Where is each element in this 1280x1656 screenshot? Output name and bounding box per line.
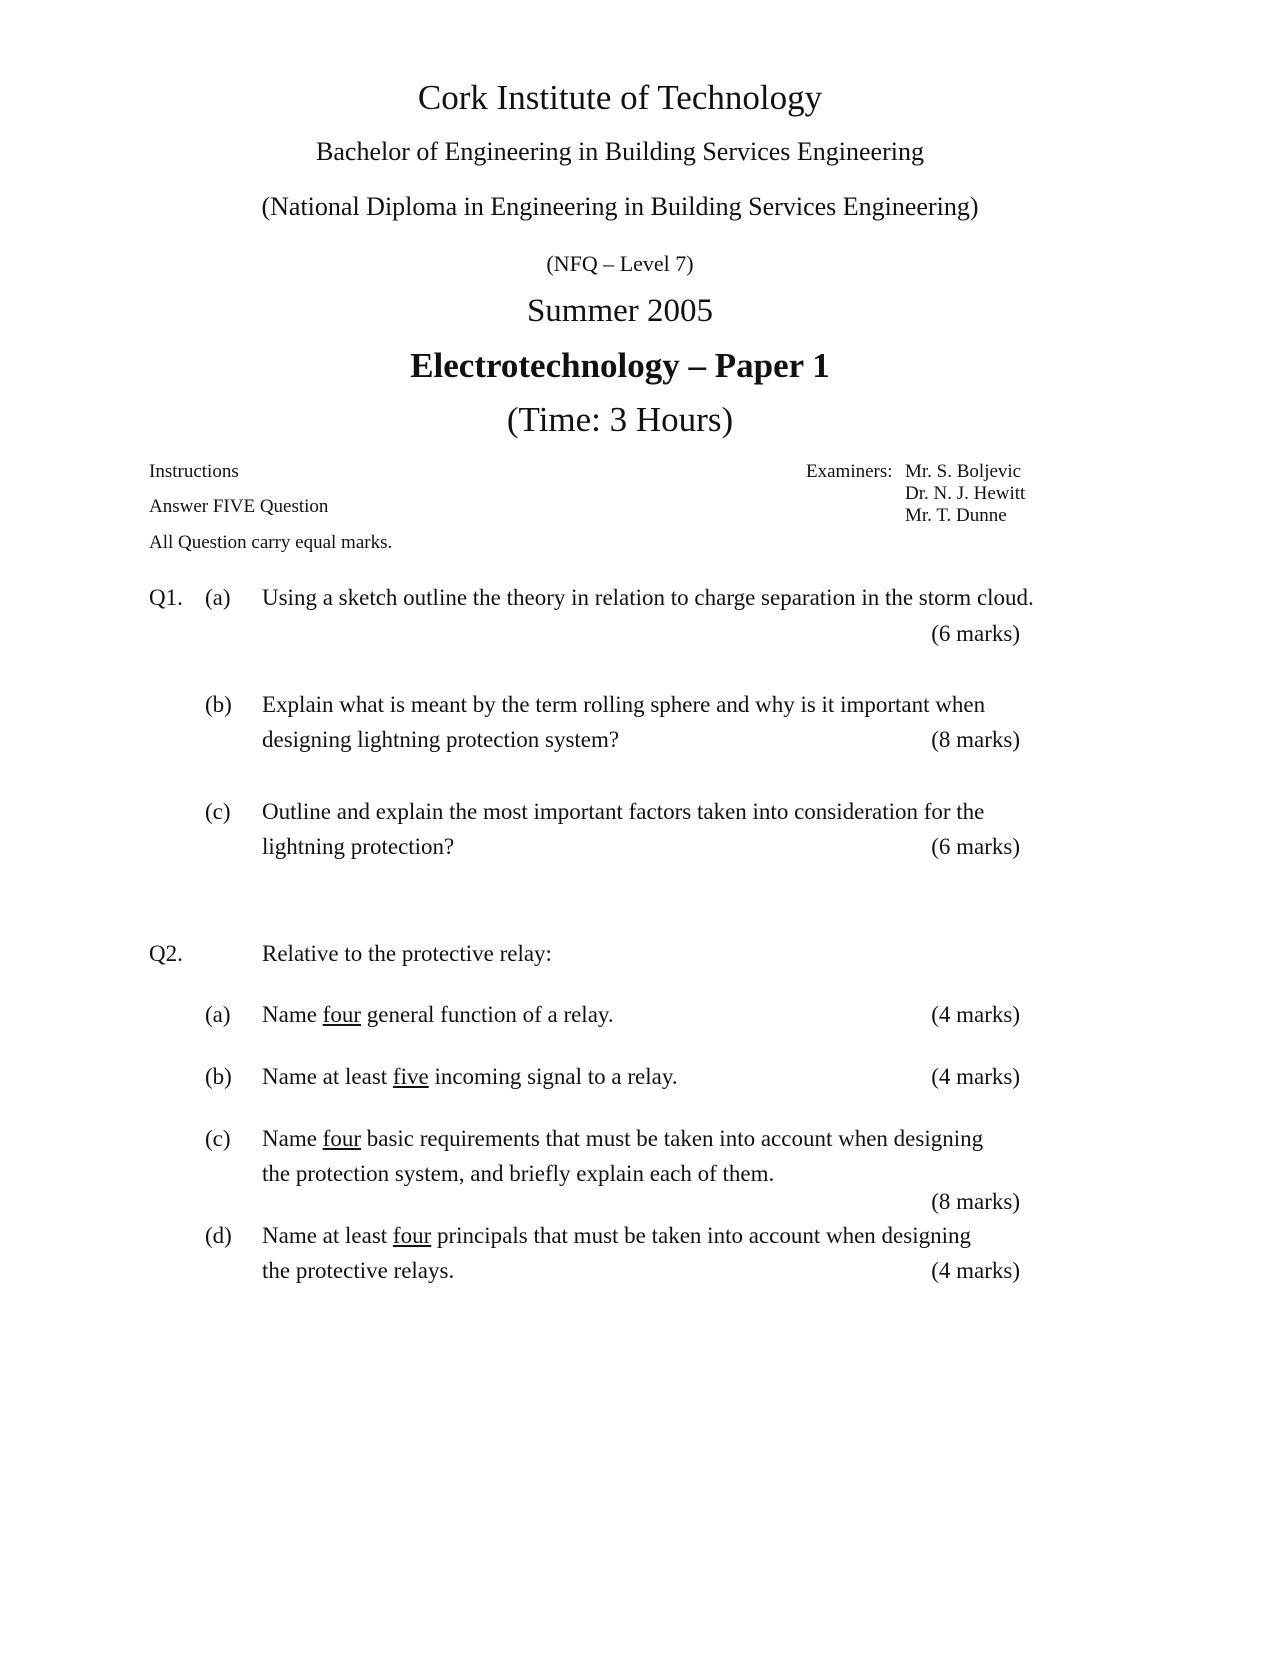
institution-title: Cork Institute of Technology [417,78,823,117]
question-text: Using a sketch outline the theory in relation to charge separation in the storm cloud. [262,585,1034,610]
examiner-name: Dr. N. J. Hewitt [905,483,1026,504]
marks-label: (4 marks) [931,1258,1020,1283]
nfq-level: (NFQ – Level 7) [546,251,694,276]
marks-label: (6 marks) [931,834,1020,859]
question-text: Explain what is meant by the term rolling sphere and why is it important when [262,692,986,717]
question-number: Q1. [149,585,183,610]
instructions-line-1: Answer FIVE Question [149,496,329,517]
question-text: Name at least five incoming signal to a relay. [262,1064,678,1089]
question-text: the protection system, and briefly explain each of them. [262,1161,775,1186]
instructions-heading: Instructions [149,461,239,482]
examiners-label: Examiners: [806,461,893,482]
marks-label: (6 marks) [931,621,1020,646]
diploma-title: (National Diploma in Engineering in Building Services Engineering) [261,192,979,221]
marks-label: (8 marks) [931,727,1020,752]
exam-duration: (Time: 3 Hours) [506,400,734,439]
part-label: (c) [205,799,231,824]
instructions-line-2: All Question carry equal marks. [149,532,393,553]
question-text: Name four basic requirements that must be taken into account when designing [262,1126,984,1151]
question-number: Q2. [149,941,183,966]
part-label: (b) [205,1064,232,1089]
paper-title: Electrotechnology – Paper 1 [410,346,830,385]
question-text: Name at least four principals that must be taken into account when designing [262,1223,971,1248]
marks-label: (4 marks) [931,1002,1020,1027]
part-label: (d) [205,1223,232,1248]
question-text: Name four general function of a relay. [262,1002,614,1027]
marks-label: (4 marks) [931,1064,1020,1089]
part-label: (a) [205,585,231,610]
degree-title: Bachelor of Engineering in Building Services Engineering [316,137,924,166]
question-text: the protective relays. [262,1258,455,1283]
examiner-name: Mr. S. Boljevic [905,461,1022,482]
exam-session: Summer 2005 [526,293,714,329]
question-text: Outline and explain the most important factors taken into consideration for the [262,799,985,824]
part-label: (c) [205,1126,231,1151]
question-text: lightning protection? [262,834,455,859]
marks-label: (8 marks) [931,1189,1020,1214]
part-label: (b) [205,692,232,717]
examiner-name: Mr. T. Dunne [905,505,1007,526]
part-label: (a) [205,1002,231,1027]
question-intro: Relative to the protective relay: [262,941,552,966]
question-text: designing lightning protection system? [262,727,620,752]
